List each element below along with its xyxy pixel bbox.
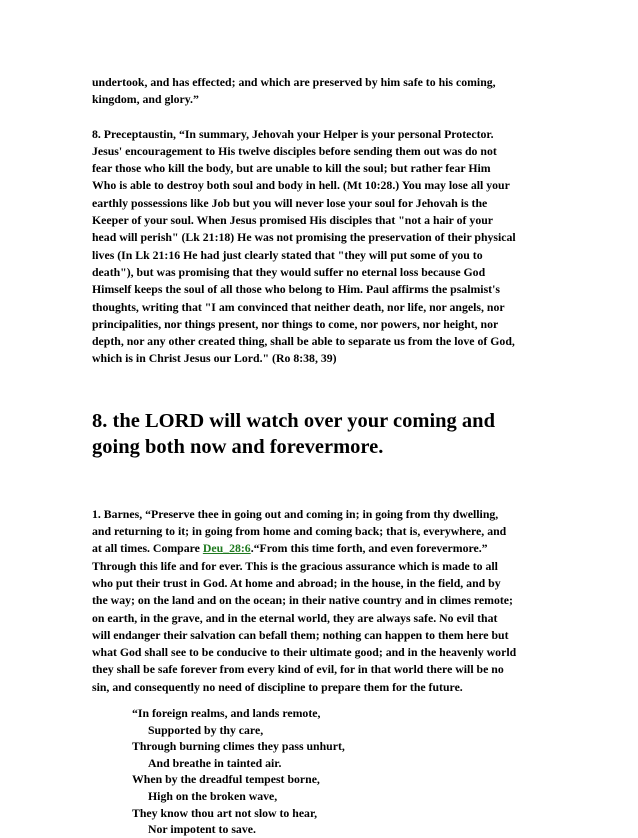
- text-line: on earth, in the grave, and in the eternal world, they are always safe. No evil that: [92, 610, 498, 625]
- text-line: will endanger their salvation can befall them; nothing can happen to them here but: [92, 627, 509, 642]
- text-line: head will perish" (Lk 21:18) He was not promising the preservation of their physical: [92, 230, 516, 245]
- poem-line: They know thou art not slow to hear,: [132, 805, 318, 820]
- poem-line: Supported by thy care,: [148, 722, 264, 737]
- heading-line: 8. the LORD will watch over your coming and: [92, 409, 495, 432]
- text-line: principalities, nor things present, nor things to come, nor powers, nor height, nor: [92, 316, 499, 331]
- text-line: 1. Barnes, “Preserve thee in going out and coming in; in going from thy dwelling,: [92, 506, 499, 521]
- document-page: [92, 74, 552, 838]
- poem-line: Nor impotent to save.: [148, 822, 256, 837]
- text-line: Himself keeps the soul of all those who belong to Him. Paul affirms the psalmist's: [92, 282, 500, 297]
- text-line: Keeper of your soul. When Jesus promised His disciples that "not a hair of your: [92, 213, 494, 228]
- poem-line: “In foreign realms, and lands remote,: [132, 706, 321, 721]
- text-line: Through this life and for ever. This is the gracious assurance which is made to all: [92, 558, 498, 573]
- text-line: they shall be safe forever from every kind of evil, for in that world there will be no: [92, 662, 504, 677]
- text-line: 8. Preceptaustin, “In summary, Jehovah your Helper is your personal Protector.: [92, 126, 494, 141]
- text-line: and returning to it; in going from home and coming back; that is, everywhere, and: [92, 524, 507, 539]
- section-heading: [92, 408, 552, 460]
- text-line: depth, nor any other created thing, shall be able to separate us from the love of God,: [92, 334, 515, 349]
- text-line: at all times. Compare: [92, 541, 203, 556]
- text-line: .“From this time forth, and even forevermore.”: [250, 541, 488, 556]
- text-line: who put their trust in God. At home and abroad; in the house, in the field, and by: [92, 575, 501, 590]
- preceptaustin-paragraph: [92, 126, 552, 368]
- poem-line: High on the broken wave,: [148, 788, 278, 803]
- poem-block: [92, 705, 552, 838]
- section-7-tail: [92, 74, 552, 109]
- poem-line: And breathe in tainted air.: [148, 755, 282, 770]
- text-line: Jesus' encouragement to His twelve disciples before sending them out was do not: [92, 143, 497, 158]
- text-line: kingdom, and glory.”: [92, 92, 199, 107]
- scripture-reference-link[interactable]: Deu_28:6: [202, 541, 251, 556]
- text-line: Who is able to destroy both soul and body in hell. (Mt 10:28.) You may lose all your: [92, 178, 510, 193]
- text-line: the way; on the land and on the ocean; in their native country and in climes remote;: [92, 593, 513, 608]
- text-line: death"), but was promising that they would suffer no eternal loss because God: [92, 264, 486, 279]
- text-line: which is in Christ Jesus our Lord." (Ro 8:38, 39): [92, 351, 337, 366]
- text-line: sin, and consequently no need of discipline to prepare them for the future.: [92, 679, 463, 694]
- text-line: fear those who kill the body, but are unable to kill the soul; but rather fear Him: [92, 161, 491, 176]
- poem-line: When by the dreadful tempest borne,: [132, 772, 320, 787]
- text-line: what God shall see to be conducive to their ultimate good; and in the heavenly world: [92, 645, 517, 660]
- text-line: earthly possessions like Job but you will never lose your soul for Jehovah is the: [92, 195, 488, 210]
- heading-line: going both now and forevermore.: [92, 435, 384, 458]
- text-line: lives (In Lk 21:16 He had just clearly stated that "they will put some of you to: [92, 247, 483, 262]
- barnes-paragraph: [92, 506, 552, 696]
- text-line: thoughts, writing that "I am convinced that neither death, nor life, nor angels, nor: [92, 299, 505, 314]
- text-line: undertook, and has effected; and which are preserved by him safe to his coming,: [92, 75, 496, 89]
- poem-line: Through burning climes they pass unhurt,: [132, 739, 345, 754]
